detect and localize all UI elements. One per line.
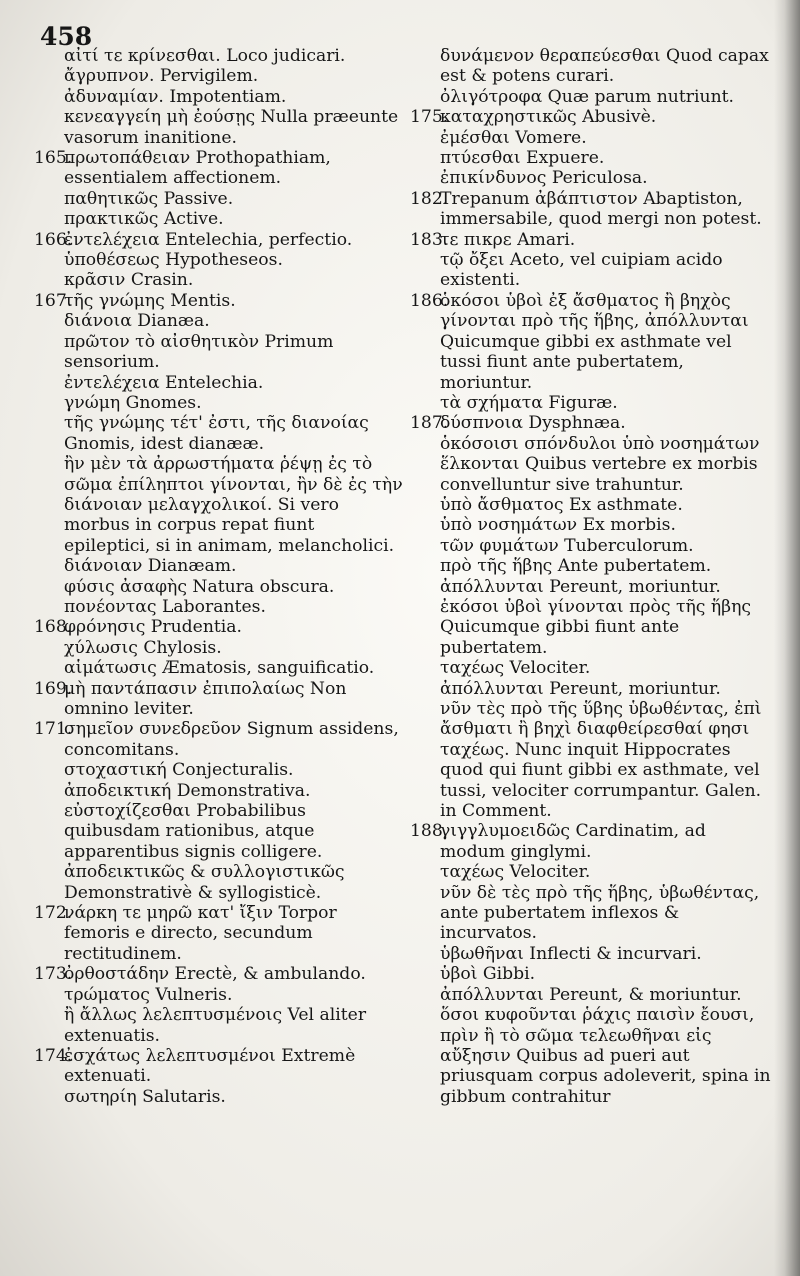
glossary-entry bbox=[34, 964, 406, 984]
glossary-entry bbox=[34, 413, 406, 454]
entry-text: νῦν τὲς πρὸ τῆς ὕβης ὑβωθέντας, ἐπὶ ἄσθματι ἢ βηχὶ διαφθείρεσθαί φησι ταχέως. Nunc inquit Hippocrates quod qui fiunt gibbi ex asthmate, vel tussi, velociter corrumpantur. Galen. in Comment. bbox=[440, 699, 762, 822]
entry-text: δύσπνοια Dysphnæa. bbox=[440, 413, 626, 434]
entry-text: κενεαγγείη μὴ ἐούσῃς Nulla præeunte vasorum inanitione. bbox=[64, 107, 399, 148]
entry-text: ἐντελέχεια Entelechia. bbox=[64, 372, 264, 393]
glossary-entry bbox=[410, 168, 776, 188]
entry-text: ἢν μὲν τὰ ἀρρωστήματα ῥέψῃ ἐς τὸ σῶμα ἐπίληπτοι γίνονται, ἢν δὲ ἐς τὴν διάνοιαν μελαγχολικοί. Si vero morbus in corpus repat fiunt epileptici, si in animam, melancholici. bbox=[64, 454, 403, 556]
entry-text: ἐντελέχεια Entelechia, perfectio. bbox=[64, 229, 353, 250]
entry-text: πρακτικῶς Active. bbox=[64, 209, 224, 230]
glossary-entry bbox=[34, 1046, 406, 1087]
glossary-entry bbox=[34, 862, 406, 903]
entry-text: ἀπόλλυνται Pereunt, moriuntur. bbox=[440, 678, 721, 699]
glossary-entry bbox=[410, 679, 776, 699]
glossary-entry bbox=[34, 760, 406, 780]
glossary-entry bbox=[410, 87, 776, 107]
glossary-entry bbox=[34, 148, 406, 189]
entry-number: 173. bbox=[34, 964, 73, 985]
entry-text: ἀπόλλυνται Pereunt, moriuntur. bbox=[440, 576, 721, 597]
entry-text: ὀλιγότροφα Quæ parum nutriunt. bbox=[440, 86, 735, 107]
entry-text: φύσις ἀσαφὴς Natura obscura. bbox=[64, 576, 335, 597]
entry-text: τῆς γνώμης Mentis. bbox=[64, 290, 236, 311]
entry-number: 165. bbox=[34, 148, 73, 169]
glossary-entry bbox=[34, 311, 406, 331]
entry-text: ἀποδεικτικῶς & συλλογιστικῶς Demonstrativè & syllogisticè. bbox=[64, 862, 345, 903]
entry-text: ἐκόσοι ὑβοὶ γίνονται πρὸς τῆς ἥβης Quicumque gibbi fiunt ante pubertatem. bbox=[440, 596, 751, 658]
entry-text: τρώματος Vulneris. bbox=[64, 984, 233, 1005]
glossary-entry bbox=[34, 393, 406, 413]
glossary-entry bbox=[410, 944, 776, 964]
entry-text: παθητικῶς Passive. bbox=[64, 188, 234, 209]
glossary-entry bbox=[410, 862, 776, 882]
glossary-entry bbox=[34, 66, 406, 86]
glossary-entry bbox=[34, 556, 406, 576]
entry-text: ὑπὸ ἄσθματος Ex asthmate. bbox=[440, 494, 683, 515]
glossary-entry bbox=[34, 373, 406, 393]
entry-text: ὑποθέσεως Hypotheseos. bbox=[64, 250, 283, 271]
entry-text: πρῶτον τὸ αἰσθητικὸν Primum sensorium. bbox=[64, 331, 334, 373]
glossary-entry bbox=[410, 250, 776, 291]
glossary-entry bbox=[410, 434, 776, 495]
entry-text: ὁκόσοισι σπόνδυλοι ὑπὸ νοσημάτων ἕλκονται Quibus vertebre ex morbis convelluntur sive trahuntur. bbox=[440, 433, 760, 495]
glossary-entry bbox=[34, 617, 406, 637]
glossary-entry bbox=[34, 577, 406, 597]
glossary-entry bbox=[410, 230, 776, 250]
glossary-entry bbox=[410, 577, 776, 597]
glossary-entry bbox=[34, 291, 406, 311]
glossary-entry bbox=[34, 985, 406, 1005]
glossary-entry bbox=[34, 1087, 406, 1107]
entry-number: 174. bbox=[34, 1045, 73, 1066]
entry-text: τῆς γνώμης τέτ' ἐστι, τῆς διανοίας Gnomis, idest dianææ. bbox=[64, 413, 369, 454]
entry-text: ὑβοὶ Gibbi. bbox=[440, 964, 536, 985]
glossary-entry bbox=[34, 250, 406, 270]
glossary-entry bbox=[34, 801, 406, 862]
glossary-entry bbox=[410, 46, 776, 87]
entry-number: 172. bbox=[34, 903, 73, 924]
entry-number: 169. bbox=[34, 678, 73, 699]
entry-number: 167. bbox=[34, 290, 73, 311]
entry-text: τε πικρε Amari. bbox=[440, 229, 576, 250]
glossary-entry bbox=[410, 536, 776, 556]
glossary-entry bbox=[34, 781, 406, 801]
entry-text: τῶν φυμάτων Tuberculorum. bbox=[440, 535, 694, 556]
glossary-entry bbox=[34, 638, 406, 658]
entry-number: 188. bbox=[410, 821, 449, 842]
glossary-entry bbox=[34, 270, 406, 290]
entry-text: πρὸ τῆς ἥβης Ante pubertatem. bbox=[440, 556, 712, 577]
glossary-entry bbox=[410, 699, 776, 821]
glossary-entry bbox=[410, 107, 776, 127]
glossary-entry bbox=[410, 985, 776, 1005]
entry-text: νῦν δὲ τὲς πρὸ τῆς ἥβης, ὑβωθέντας, ante pubertatem inflexos & incurvatos. bbox=[440, 882, 760, 944]
entry-text: κρᾶσιν Crasin. bbox=[64, 270, 194, 291]
entry-text: ὑβωθῆναι Inflecti & incurvari. bbox=[440, 943, 702, 964]
left-column bbox=[34, 46, 406, 1107]
entry-text: στοχαστική Conjecturalis. bbox=[64, 760, 294, 781]
entry-text: εὐστοχίζεσθαι Probabilibus quibusdam rationibus, atque apparentibus signis colligere. bbox=[64, 801, 323, 862]
entry-text: Trepanum ἀβάπτιστον Abaptiston, immersabile, quod mergi non potest. bbox=[440, 188, 762, 230]
entry-text: σημεῖον συνεδρεῦον Signum assidens, concomitans. bbox=[64, 719, 399, 760]
glossary-entry bbox=[410, 658, 776, 678]
glossary-entry bbox=[34, 1005, 406, 1046]
glossary-entry bbox=[410, 556, 776, 576]
entry-text: ὀρθοστάδην Erectè, & ambulando. bbox=[64, 964, 366, 985]
glossary-entry bbox=[34, 46, 406, 66]
glossary-entry bbox=[410, 883, 776, 944]
entry-text: σωτηρίη Salutaris. bbox=[64, 1086, 226, 1107]
entry-number: 175. bbox=[410, 107, 449, 128]
entry-text: ἐμέσθαι Vomere. bbox=[440, 127, 587, 148]
glossary-entry bbox=[410, 597, 776, 658]
entry-text: αἱμάτωσις Æmatosis, sanguificatio. bbox=[64, 658, 375, 679]
entry-text: μὴ παντάπασιν ἐπιπολαίως Non omnino leviter. bbox=[64, 678, 347, 719]
entry-text: πρωτοπάθειαν Prothopathiam, essentialem affectionem. bbox=[64, 148, 331, 189]
glossary-entry bbox=[410, 495, 776, 515]
entry-text: ταχέως Velociter. bbox=[440, 658, 591, 679]
entry-text: τὰ σχήματα Figuræ. bbox=[440, 392, 618, 413]
entry-text: διάνοιαν Dianæam. bbox=[64, 556, 237, 577]
entry-text: νάρκη τε μηρῶ κατ' ἴξιν Torpor femoris e directo, secundum rectitudinem. bbox=[64, 903, 337, 964]
glossary-entry bbox=[410, 128, 776, 148]
entry-number: 171. bbox=[34, 719, 73, 740]
glossary-entry bbox=[410, 515, 776, 535]
glossary-entry bbox=[34, 230, 406, 250]
entry-text: ταχέως Velociter. bbox=[440, 862, 591, 883]
entry-number: 182. bbox=[410, 188, 449, 209]
entry-text: γνώμη Gnomes. bbox=[64, 392, 202, 413]
entry-text: ὁκόσοι ὑβοὶ ἐξ ἄσθματος ἢ βηχὸς γίνονται πρὸ τῆς ἥβης, ἀπόλλυνται Quicumque gibbi ex asthmate vel tussi fiunt ante pubertatem, moriuntur. bbox=[440, 290, 749, 393]
page-gutter-shadow bbox=[774, 0, 800, 1276]
entry-number: 166. bbox=[34, 229, 73, 250]
glossary-entry bbox=[410, 148, 776, 168]
entry-text: ἀπόλλυνται Pereunt, & moriuntur. bbox=[440, 984, 742, 1005]
glossary-entry bbox=[34, 679, 406, 720]
glossary-entry bbox=[410, 413, 776, 433]
glossary-entry bbox=[410, 821, 776, 862]
entry-text: δυνάμενον θεραπεύεσθαι Quod capax est & potens curari. bbox=[440, 46, 769, 87]
entry-text: ἢ ἄλλως λελεπτυσμένοις Vel aliter extenuatis. bbox=[64, 1005, 367, 1046]
glossary-entry bbox=[410, 1005, 776, 1107]
glossary-entry bbox=[34, 332, 406, 373]
glossary-entry bbox=[34, 658, 406, 678]
entry-text: ἄγρυπνον. Pervigilem. bbox=[64, 66, 259, 87]
entry-number: 186. bbox=[410, 290, 449, 311]
glossary-entry bbox=[34, 209, 406, 229]
entry-number: 168. bbox=[34, 617, 73, 638]
entry-text: αἰτί τε κρίνεσθαι. Loco judicari. bbox=[64, 46, 346, 66]
entry-text: ἐπικίνδυνος Periculosa. bbox=[440, 168, 648, 189]
entry-text: ὑπὸ νοσημάτων Ex morbis. bbox=[440, 515, 676, 536]
entry-text: ἐσχάτως λελεπτυσμένοι Extremè extenuati. bbox=[64, 1045, 356, 1087]
entry-text: ἀποδεικτική Demonstrativa. bbox=[64, 780, 311, 801]
glossary-entry bbox=[34, 87, 406, 107]
glossary-entry bbox=[34, 454, 406, 556]
entry-text: ὅσοι κυφοῦνται ῥάχις παισὶν ἔουσι, πρὶν ἢ τὸ σῶμα τελεωθῆναι εἰς αὔξησιν Quibus ad pueri aut priusquam corpus adoleverit, spina in gibbum contrahitur bbox=[440, 1005, 771, 1107]
glossary-entry bbox=[34, 903, 406, 964]
right-column bbox=[410, 46, 776, 1107]
entry-text: φρόνησις Prudentia. bbox=[64, 617, 243, 638]
entry-text: διάνοια Dianæa. bbox=[64, 311, 210, 332]
entry-text: τῷ ὄξει Aceto, vel cuipiam acido existenti. bbox=[440, 250, 723, 291]
entry-number: 183. bbox=[410, 229, 449, 250]
entry-text: πτύεσθαι Expuere. bbox=[440, 148, 605, 169]
entry-text: χύλωσις Chylosis. bbox=[64, 637, 222, 658]
glossary-entry bbox=[34, 189, 406, 209]
glossary-entry bbox=[410, 393, 776, 413]
entry-text: πονέοντας Laborantes. bbox=[64, 596, 266, 617]
page-number: 458 bbox=[40, 22, 93, 51]
glossary-entry bbox=[410, 189, 776, 230]
entry-number: 187. bbox=[410, 413, 449, 434]
entry-text: γιγγλυμοειδῶς Cardinatim, ad modum ginglymi. bbox=[440, 821, 706, 862]
glossary-entry bbox=[34, 107, 406, 148]
glossary-entry bbox=[410, 291, 776, 393]
glossary-entry bbox=[410, 964, 776, 984]
glossary-entry bbox=[34, 719, 406, 760]
glossary-entry bbox=[34, 597, 406, 617]
entry-text: καταχρηστικῶς Abusivè. bbox=[440, 107, 657, 128]
entry-text: ἀδυναμίαν. Impotentiam. bbox=[64, 86, 287, 107]
